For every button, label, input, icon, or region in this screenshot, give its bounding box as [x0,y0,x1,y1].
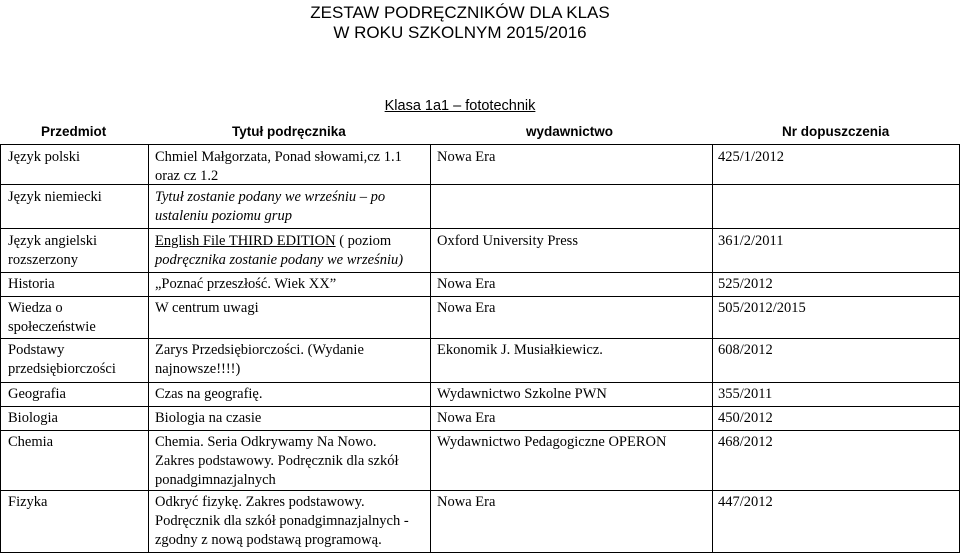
subject-cell: Geografia [8,386,66,402]
publisher-cell: Nowa Era [437,494,496,510]
book-title-cell: Tytuł zostanie podany we wrześniu – po [155,189,386,205]
book-title-cell: Czas na geografię. [155,386,263,402]
publisher-cell: Oxford University Press [437,233,578,249]
book-title-cell: ponadgimnazjalnych [155,472,276,488]
header-publisher: wydawnictwo [526,124,614,139]
book-title-cell: Chemia. Seria Odkrywamy Na Nowo. [155,434,377,450]
row-divider [0,406,960,407]
book-title-cell: „Poznać przeszłość. Wiek XX” [155,276,337,292]
subject-cell: przedsiębiorczości [8,361,116,377]
subject-cell: Fizyka [8,494,48,510]
approval-number-cell: 450/2012 [718,410,773,426]
subject-cell: Historia [8,276,55,292]
row-divider [0,338,960,339]
document-title-line2: W ROKU SZKOLNYM 2015/2016 [333,23,587,42]
subject-cell: Podstawy [8,342,65,358]
book-title-cell: W centrum uwagi [155,300,259,316]
row-divider [0,184,960,185]
approval-number-cell: 447/2012 [718,494,773,510]
approval-number-cell: 468/2012 [718,434,773,450]
row-divider [0,272,960,273]
row-divider [0,490,960,491]
book-title-rest: ( poziom [335,233,392,249]
book-title-cell: najnowsze!!!!) [155,361,241,377]
approval-number-cell: 425/1/2012 [718,149,785,165]
approval-number-cell: 355/2011 [718,386,773,402]
row-divider [0,296,960,297]
table-left-border [0,144,1,553]
subject-cell: Chemia [8,434,54,450]
book-title-cell: ustaleniu poziomu grup [155,208,292,224]
class-label: Klasa 1a1 – fototechnik [384,98,536,114]
publisher-cell: Nowa Era [437,149,496,165]
document-title-line1: ZESTAW PODRĘCZNIKÓW DLA KLAS [310,3,610,22]
subject-cell: Biologia [8,410,58,426]
publisher-cell: Wydawnictwo Pedagogiczne OPERON [437,434,667,450]
book-title-cell: Chmiel Małgorzata, Ponad słowami,cz 1.1 [155,149,402,165]
book-title-cell: podręcznika zostanie podany we wrześniu) [155,252,404,268]
book-title-cell: Zakres podstawowy. Podręcznik dla szkół [155,453,399,469]
row-divider [0,382,960,383]
publisher-cell: Wydawnictwo Szkolne PWN [437,386,607,402]
book-title-link[interactable]: English File THIRD EDITION [155,233,336,249]
book-title-cell: Odkryć fizykę. Zakres podstawowy. [155,494,365,510]
subject-cell: Język niemiecki [8,189,102,205]
book-title-cell: oraz cz 1.2 [155,168,219,184]
row-divider [0,228,960,229]
book-title-cell: zgodny z nową podstawą programową. [155,532,382,548]
book-title-cell: Podręcznik dla szkół ponadgimnazjalnych - [155,513,409,529]
publisher-cell: Ekonomik J. Musiałkiewicz. [437,342,603,358]
book-title-cell: Zarys Przedsiębiorczości. (Wydanie [155,342,364,358]
subject-cell: Wiedza o [8,300,63,316]
publisher-cell: Nowa Era [437,410,496,426]
approval-number-cell: 505/2012/2015 [718,300,806,316]
subject-cell: Język angielski [8,233,97,249]
publisher-cell: Nowa Era [437,276,496,292]
column-divider [430,144,431,553]
table-top-border [0,144,960,145]
column-divider [148,144,149,553]
approval-number-cell: 525/2012 [718,276,773,292]
approval-number-cell: 608/2012 [718,342,773,358]
header-book: Tytuł podręcznika [232,124,346,139]
header-subject: Przedmiot [41,124,107,139]
row-divider [0,430,960,431]
header-approval: Nr dopuszczenia [782,124,890,139]
subject-cell: społeczeństwie [8,319,96,335]
publisher-cell: Nowa Era [437,300,496,316]
subject-cell: rozszerzony [8,252,79,268]
table-bottom-border [0,552,960,553]
book-title-cell [155,232,391,251]
subject-cell: Język polski [8,149,81,165]
approval-number-cell: 361/2/2011 [718,233,784,249]
book-title-cell: Biologia na czasie [155,410,262,426]
column-divider [712,144,713,553]
table-header [0,124,960,140]
